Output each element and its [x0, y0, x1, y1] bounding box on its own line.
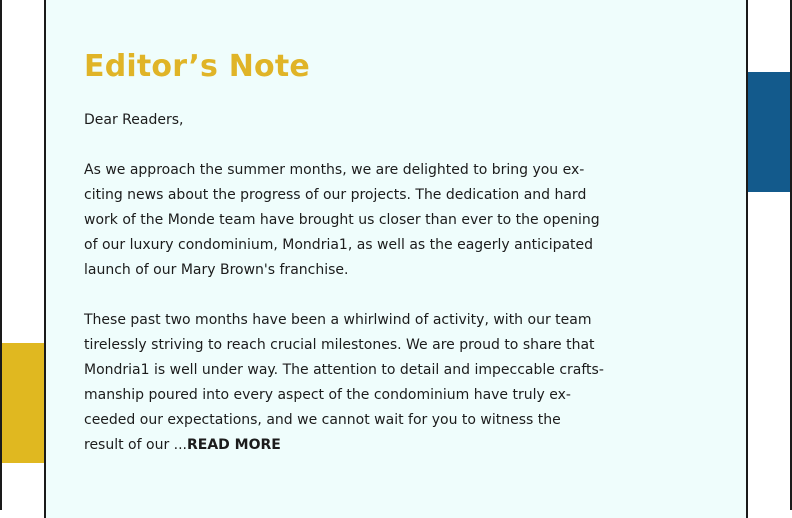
page-title: Editor’s Note — [84, 49, 310, 84]
paragraph-2-line: manship poured into every aspect of the condominium have truly ex- — [84, 387, 571, 403]
yellow-accent-block — [2, 343, 44, 463]
paragraph-1-line: launch of our Mary Brown's franchise. — [84, 262, 349, 278]
paragraph-1-line: work of the Monde team have brought us closer than ever to the opening — [84, 212, 600, 228]
paragraph-1-line: of our luxury condominium, Mondria1, as well as the eagerly anticipated — [84, 237, 594, 253]
article-body — [84, 108, 612, 483]
editors-note-card — [44, 0, 748, 518]
greeting: Dear Readers, — [84, 112, 184, 128]
paragraph-2-line: ceeded our expectations, and we cannot wait for you to witness the — [84, 412, 561, 428]
paragraph-2-line: tirelessly striving to reach crucial milestones. We are proud to share that — [84, 337, 595, 353]
blue-accent-block — [747, 72, 790, 192]
paragraph-2 — [84, 308, 612, 458]
paragraph-1 — [84, 158, 612, 283]
read-more-link[interactable]: READ MORE — [187, 437, 281, 453]
paragraph-2-line: result of our ... — [84, 437, 187, 453]
paragraph-1-line: citing news about the progress of our projects. The dedication and hard — [84, 187, 587, 203]
paragraph-2-line: These past two months have been a whirlwind of activity, with our team — [84, 312, 592, 328]
paragraph-1-line: As we approach the summer months, we are delighted to bring you ex- — [84, 162, 585, 178]
paragraph-2-line: Mondria1 is well under way. The attention to detail and impeccable crafts- — [84, 362, 604, 378]
